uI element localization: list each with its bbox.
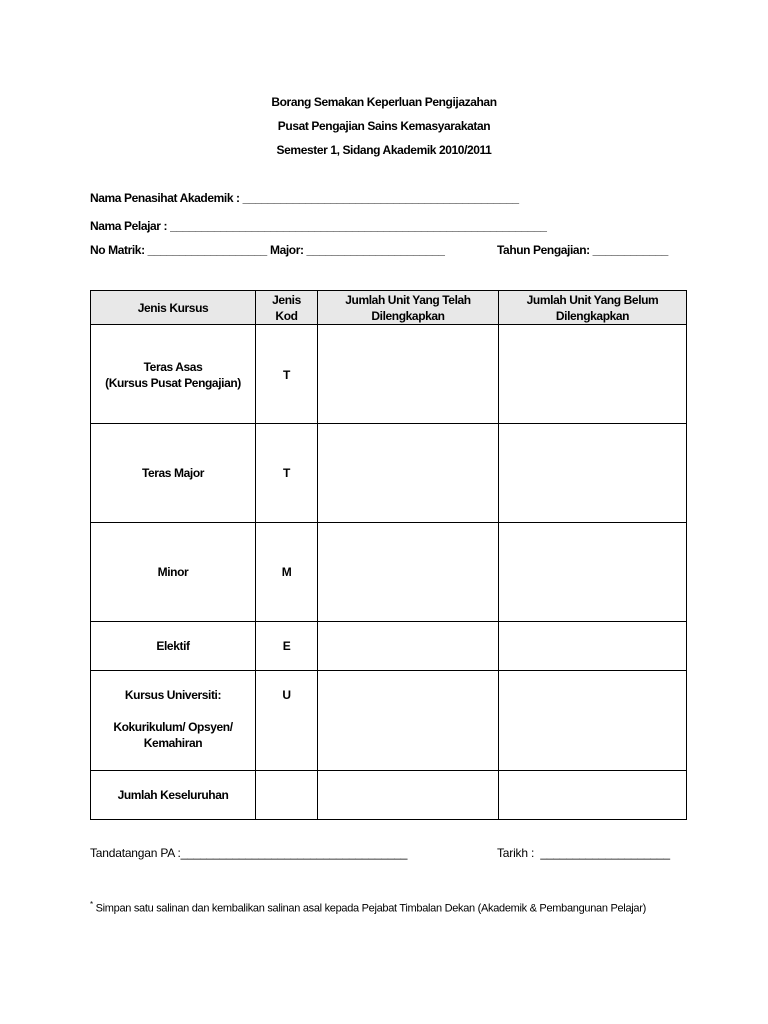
header-unit-telah-line2: Dilengkapkan bbox=[371, 309, 445, 323]
kursus-cell bbox=[91, 671, 256, 771]
unit-belum-cell[interactable] bbox=[499, 424, 687, 523]
major-field-row bbox=[270, 243, 445, 257]
pa-signature-row bbox=[90, 846, 407, 860]
penasihat-blank[interactable]: ____________________________________________ bbox=[242, 191, 519, 205]
table-row bbox=[91, 622, 687, 671]
major-blank[interactable]: ______________________ bbox=[306, 243, 445, 257]
footnote-text: Simpan satu salinan dan kembalikan salinan asal kepada Pejabat Timbalan Dekan (Akademik & Pembangunan Pelajar) bbox=[95, 902, 646, 915]
header-jenis-kursus: Jenis Kursus bbox=[91, 291, 256, 325]
header-jenis-kod-line2: Kod bbox=[275, 309, 298, 323]
footnote bbox=[90, 900, 646, 915]
tarikh-label: Tarikh : bbox=[497, 846, 535, 860]
kursus-cell: Jumlah Keseluruhan bbox=[91, 771, 256, 820]
kod-cell: U bbox=[256, 671, 318, 771]
kod-cell: T bbox=[256, 424, 318, 523]
table-header-row bbox=[91, 291, 687, 325]
header-unit-belum-line2: Dilengkapkan bbox=[555, 309, 630, 323]
tarikh-blank[interactable]: ____________________ bbox=[540, 846, 670, 860]
header-jenis-kod-line1: Jenis bbox=[272, 293, 301, 307]
kod-cell[interactable] bbox=[256, 771, 318, 820]
unit-belum-cell[interactable] bbox=[499, 671, 687, 771]
header-unit-belum-line1: Jumlah Unit Yang Belum bbox=[526, 293, 659, 307]
kursus-cell: Minor bbox=[91, 523, 256, 622]
kursus-teras-asas-note: (Kursus Pusat Pengajian) bbox=[105, 376, 241, 390]
unit-belum-cell[interactable] bbox=[499, 771, 687, 820]
kursus-cell: Elektif bbox=[91, 622, 256, 671]
pa-signature-label: Tandatangan PA : bbox=[90, 846, 181, 860]
matrik-field-row bbox=[90, 243, 267, 257]
form-subtitle-school: Pusat Pengajian Sains Kemasyarakatan bbox=[277, 119, 491, 133]
unit-belum-cell[interactable] bbox=[499, 622, 687, 671]
major-label: Major: bbox=[270, 243, 304, 257]
table-row bbox=[91, 771, 687, 820]
unit-belum-cell[interactable] bbox=[499, 523, 687, 622]
header-unit-belum bbox=[499, 291, 687, 325]
header-jenis-kod bbox=[256, 291, 318, 325]
tahun-label: Tahun Pengajian: bbox=[497, 243, 590, 257]
unit-belum-cell[interactable] bbox=[499, 325, 687, 424]
unit-telah-cell[interactable] bbox=[318, 424, 499, 523]
unit-telah-cell[interactable] bbox=[318, 671, 499, 771]
pelajar-field-row bbox=[90, 219, 547, 233]
header-unit-telah bbox=[318, 291, 499, 325]
table-row bbox=[91, 325, 687, 424]
kod-cell: T bbox=[256, 325, 318, 424]
matrik-label: No Matrik: bbox=[90, 243, 145, 257]
table-row bbox=[91, 671, 687, 771]
penasihat-field-row bbox=[90, 191, 519, 205]
course-checklist-table bbox=[90, 290, 687, 820]
penasihat-label: Nama Penasihat Akademik : bbox=[90, 191, 240, 205]
matrik-blank[interactable]: ___________________ bbox=[147, 243, 267, 257]
form-title: Borang Semakan Keperluan Pengijazahan bbox=[271, 95, 497, 109]
unit-telah-cell[interactable] bbox=[318, 622, 499, 671]
tahun-blank[interactable]: ____________ bbox=[592, 243, 668, 257]
kursus-universiti: Kursus Universiti: bbox=[124, 688, 222, 702]
footnote-marker: * bbox=[90, 900, 93, 909]
kursus-cell: Teras Major bbox=[91, 424, 256, 523]
unit-telah-cell[interactable] bbox=[318, 325, 499, 424]
kursus-universiti-sub2: Kemahiran bbox=[143, 736, 203, 750]
form-subtitle-semester: Semester 1, Sidang Akademik 2010/2011 bbox=[276, 143, 492, 157]
pa-signature-blank[interactable]: ___________________________________ bbox=[180, 846, 408, 860]
kod-cell: M bbox=[256, 523, 318, 622]
header-unit-telah-line1: Jumlah Unit Yang Telah bbox=[345, 293, 471, 307]
unit-telah-cell[interactable] bbox=[318, 523, 499, 622]
tahun-field-row bbox=[497, 243, 668, 257]
unit-telah-cell[interactable] bbox=[318, 771, 499, 820]
pelajar-label: Nama Pelajar : bbox=[90, 219, 168, 233]
kursus-teras-asas: Teras Asas bbox=[143, 360, 203, 374]
tarikh-row bbox=[497, 846, 670, 860]
kursus-universiti-sub1: Kokurikulum/ Opsyen/ bbox=[113, 720, 233, 734]
kursus-cell bbox=[91, 325, 256, 424]
table-row bbox=[91, 424, 687, 523]
table-row bbox=[91, 523, 687, 622]
pelajar-blank[interactable]: ____________________________________________________________ bbox=[170, 219, 547, 233]
form-header bbox=[0, 94, 768, 166]
kod-cell: E bbox=[256, 622, 318, 671]
